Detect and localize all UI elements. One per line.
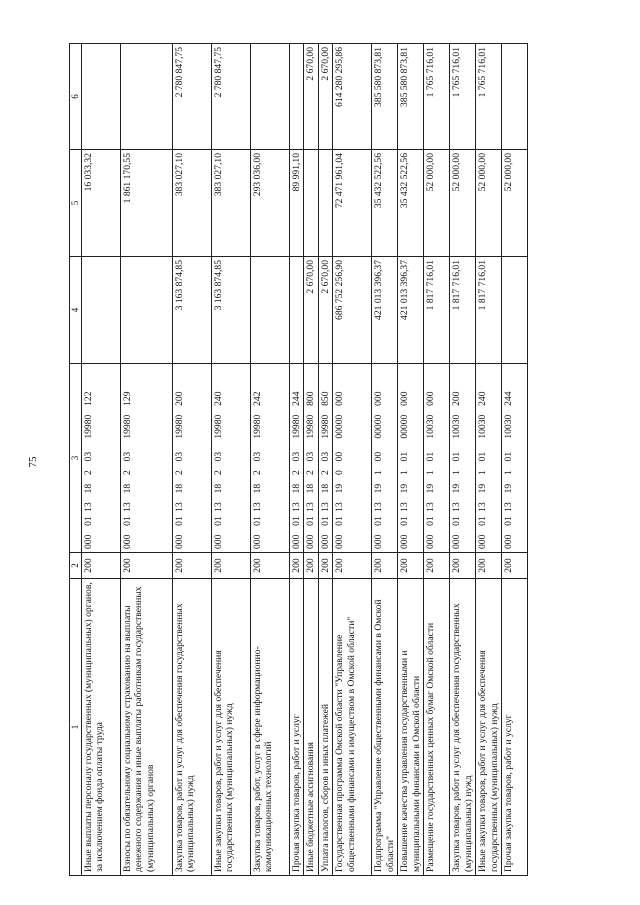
row-col-6 bbox=[289, 44, 304, 150]
row-col-2: 200 bbox=[424, 553, 450, 579]
header-col-1: 1 bbox=[70, 579, 82, 876]
table-row bbox=[304, 44, 319, 876]
row-col-5: 35 432 522,56 bbox=[398, 150, 424, 257]
table-row bbox=[450, 44, 476, 876]
table-row bbox=[502, 44, 528, 876]
row-col-2: 200 bbox=[502, 553, 528, 579]
table-row bbox=[120, 44, 172, 876]
row-col-2: 200 bbox=[172, 553, 211, 579]
row-col-6 bbox=[120, 44, 172, 150]
row-code: 000 01 13 19 1 01 00000 000 bbox=[398, 364, 424, 553]
row-col-6: 2 670,00 bbox=[304, 44, 319, 150]
row-col-2: 200 bbox=[289, 553, 304, 579]
row-col-6: 385 580 873,81 bbox=[372, 44, 398, 150]
row-code: 000 01 13 19 1 01 10030 244 bbox=[502, 364, 528, 553]
budget-table bbox=[69, 43, 528, 876]
row-code: 000 01 13 18 2 03 19980 244 bbox=[289, 364, 304, 553]
row-code: 000 01 13 18 2 03 19980 850 bbox=[318, 364, 333, 553]
row-code: 000 01 13 18 2 03 19980 800 bbox=[304, 364, 319, 553]
row-code: 000 01 13 18 2 03 19980 242 bbox=[250, 364, 289, 553]
table-row bbox=[398, 44, 424, 876]
row-name: Прочая закупка товаров, работ и услуг bbox=[289, 579, 304, 876]
row-col-2: 200 bbox=[211, 553, 250, 579]
row-col-4: 1 817 716,01 bbox=[424, 257, 450, 364]
row-name: Подпрограмма "Управление общественными финансами в Омской области" bbox=[372, 579, 398, 876]
row-code: 000 01 13 18 2 03 19980 122 bbox=[81, 364, 120, 553]
row-col-5: 52 000,00 bbox=[502, 150, 528, 257]
row-name: Иные бюджетные ассигнования bbox=[304, 579, 319, 876]
row-col-4: 2 670,00 bbox=[304, 257, 319, 364]
header-col-3: 3 bbox=[70, 364, 82, 553]
row-col-4: 686 752 256,90 bbox=[333, 257, 372, 364]
table-row bbox=[333, 44, 372, 876]
table-row bbox=[372, 44, 398, 876]
row-code: 000 01 13 19 0 00 00000 000 bbox=[333, 364, 372, 553]
row-name: Взносы по обязательному социальному страхованию на выплаты денежного содержания и иные выплаты работникам государственных (муниципальных) органов bbox=[120, 579, 172, 876]
row-col-4: 3 163 874,85 bbox=[172, 257, 211, 364]
row-col-5 bbox=[318, 150, 333, 257]
table-row bbox=[81, 44, 120, 876]
table-row bbox=[211, 44, 250, 876]
row-code: 000 01 13 19 1 01 10030 240 bbox=[476, 364, 502, 553]
row-col-4 bbox=[81, 257, 120, 364]
header-col-4: 4 bbox=[70, 257, 82, 364]
row-name: Закупка товаров, работ и услуг для обеспечения государственных (муниципальных) нужд bbox=[450, 579, 476, 876]
row-col-2: 200 bbox=[120, 553, 172, 579]
table-row bbox=[172, 44, 211, 876]
row-col-6 bbox=[502, 44, 528, 150]
row-name: Прочая закупка товаров, работ и услуг bbox=[502, 579, 528, 876]
row-col-6: 1 765 716,01 bbox=[450, 44, 476, 150]
row-col-4 bbox=[502, 257, 528, 364]
row-col-6 bbox=[81, 44, 120, 150]
row-col-2: 200 bbox=[318, 553, 333, 579]
page-number: 75 bbox=[27, 456, 39, 468]
row-col-5: 89 991,10 bbox=[289, 150, 304, 257]
row-col-4 bbox=[250, 257, 289, 364]
row-name: Повышение качества управления государственными и муниципальными финансами в Омской области bbox=[398, 579, 424, 876]
row-col-2: 200 bbox=[476, 553, 502, 579]
row-name: Иные закупки товаров, работ и услуг для обеспечения государственных (муниципальных) нужд bbox=[211, 579, 250, 876]
row-code: 000 01 13 18 2 03 19980 200 bbox=[172, 364, 211, 553]
row-col-4: 1 817 716,01 bbox=[450, 257, 476, 364]
table-row bbox=[476, 44, 502, 876]
row-code: 000 01 13 19 1 00 00000 000 bbox=[372, 364, 398, 553]
row-col-5: 1 861 170,55 bbox=[120, 150, 172, 257]
row-col-6: 614 280 295,86 bbox=[333, 44, 372, 150]
header-col-5: 5 bbox=[70, 150, 82, 257]
row-col-5: 72 471 961,04 bbox=[333, 150, 372, 257]
row-col-2: 200 bbox=[450, 553, 476, 579]
row-col-6: 2 780 847,75 bbox=[172, 44, 211, 150]
row-col-6: 1 765 716,01 bbox=[476, 44, 502, 150]
header-col-2: 2 bbox=[70, 553, 82, 579]
row-col-6: 1 765 716,01 bbox=[424, 44, 450, 150]
row-name: Иные выплаты персоналу государственных (муниципальных) органов, за исключением фонда оплаты труда bbox=[81, 579, 120, 876]
row-col-2: 200 bbox=[304, 553, 319, 579]
row-col-4 bbox=[289, 257, 304, 364]
row-col-5 bbox=[304, 150, 319, 257]
row-col-5: 35 432 522,56 bbox=[372, 150, 398, 257]
header-row bbox=[70, 44, 82, 876]
row-col-5: 52 000,00 bbox=[476, 150, 502, 257]
row-col-6: 2 780 847,75 bbox=[211, 44, 250, 150]
row-name: Иные закупки товаров, работ и услуг для обеспечения государственных (муниципальных) нужд bbox=[476, 579, 502, 876]
row-col-4 bbox=[120, 257, 172, 364]
row-code: 000 01 13 18 2 03 19980 129 bbox=[120, 364, 172, 553]
row-col-5: 16 033,32 bbox=[81, 150, 120, 257]
table-row bbox=[250, 44, 289, 876]
row-name: Уплата налогов, сборов и иных платежей bbox=[318, 579, 333, 876]
row-col-5: 383 027,10 bbox=[211, 150, 250, 257]
row-code: 000 01 13 18 2 03 19980 240 bbox=[211, 364, 250, 553]
row-col-6: 2 670,00 bbox=[318, 44, 333, 150]
row-name: Размещение государственных ценных бумаг Омской области bbox=[424, 579, 450, 876]
row-col-4: 2 670,00 bbox=[318, 257, 333, 364]
row-col-5: 293 036,00 bbox=[250, 150, 289, 257]
rotated-table-container bbox=[69, 44, 575, 876]
row-col-5: 383 027,10 bbox=[172, 150, 211, 257]
row-col-4: 1 817 716,01 bbox=[476, 257, 502, 364]
row-code: 000 01 13 19 1 01 10030 200 bbox=[450, 364, 476, 553]
row-col-4: 421 013 396,37 bbox=[398, 257, 424, 364]
row-col-5: 52 000,00 bbox=[450, 150, 476, 257]
row-col-2: 200 bbox=[81, 553, 120, 579]
row-col-2: 200 bbox=[250, 553, 289, 579]
table-row bbox=[289, 44, 304, 876]
row-col-4: 3 163 874,85 bbox=[211, 257, 250, 364]
row-col-2: 200 bbox=[398, 553, 424, 579]
table-row bbox=[318, 44, 333, 876]
row-code: 000 01 13 19 1 01 10030 000 bbox=[424, 364, 450, 553]
header-col-6: 6 bbox=[70, 44, 82, 150]
row-col-2: 200 bbox=[372, 553, 398, 579]
row-col-6: 385 580 873,81 bbox=[398, 44, 424, 150]
row-name: Государственная программа Омской области "Управление общественными финансами и имуществом в Омской области" bbox=[333, 579, 372, 876]
row-name: Закупка товаров, работ, услуг в сфере информационно-коммуникационных технологий bbox=[250, 579, 289, 876]
table-row bbox=[424, 44, 450, 876]
row-col-6 bbox=[250, 44, 289, 150]
row-col-4: 421 013 396,37 bbox=[372, 257, 398, 364]
row-col-2: 200 bbox=[333, 553, 372, 579]
row-col-5: 52 000,00 bbox=[424, 150, 450, 257]
row-name: Закупка товаров, работ и услуг для обеспечения государственных (муниципальных) нужд bbox=[172, 579, 211, 876]
